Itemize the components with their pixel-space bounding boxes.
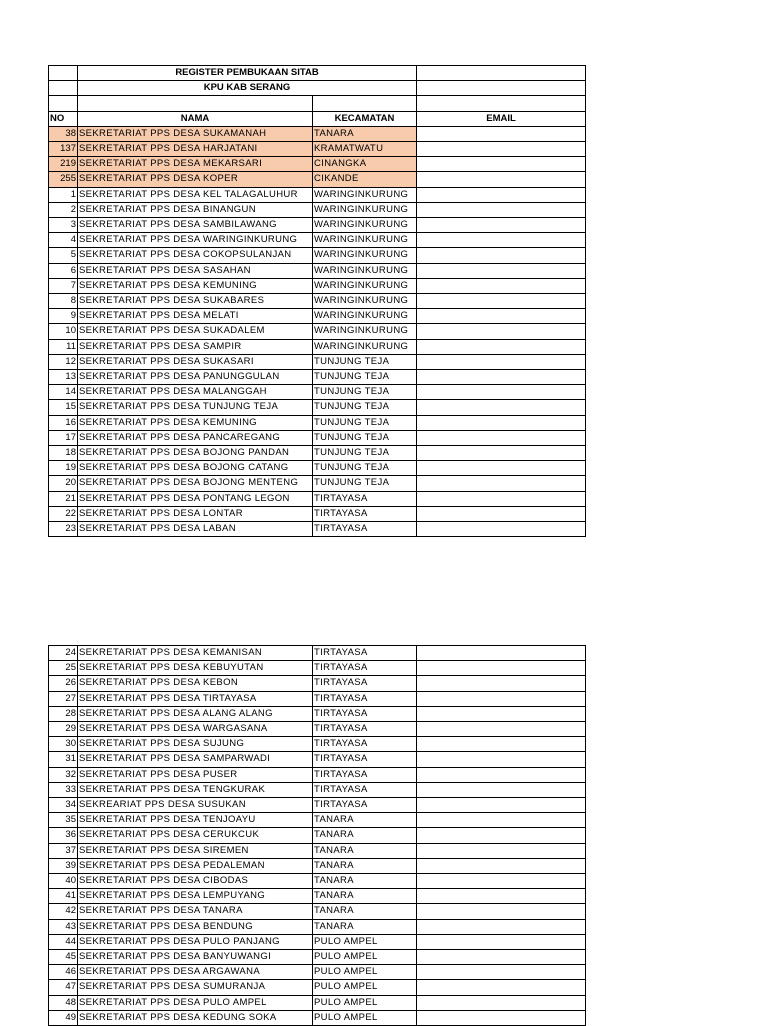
cell-kecamatan[interactable]: TIRTAYASA [313, 522, 417, 537]
table-row [49, 646, 586, 661]
cell-kecamatan[interactable]: TIRTAYASA [313, 722, 417, 737]
table-row [49, 737, 586, 752]
register-table-top-body [49, 66, 586, 537]
cell-no[interactable]: 24 [49, 646, 78, 661]
cell-email[interactable] [417, 218, 586, 233]
cell-email[interactable] [417, 813, 586, 828]
table-row [49, 980, 586, 995]
cell-no[interactable]: 30 [49, 737, 78, 752]
cell-nama[interactable]: SEKREARIAT PPS DESA SUSUKAN [78, 798, 313, 813]
cell-kecamatan[interactable]: CIKANDE [313, 172, 417, 187]
cell-no[interactable]: 11 [49, 339, 78, 354]
cell-email[interactable] [417, 126, 586, 141]
table-row [49, 157, 586, 172]
cell-email[interactable] [417, 661, 586, 676]
cell-email[interactable] [417, 950, 586, 965]
cell-nama[interactable]: SEKRETARIAT PPS DESA MALANGGAH [78, 385, 313, 400]
cell-nama[interactable]: SEKRETARIAT PPS DESA KOPER [78, 172, 313, 187]
cell-no[interactable]: 46 [49, 965, 78, 980]
cell-no[interactable]: 31 [49, 752, 78, 767]
register-table-bottom-body [49, 646, 586, 1026]
cell-nama[interactable]: SEKRETARIAT PPS DESA TUNJUNG TEJA [78, 400, 313, 415]
table-row [49, 385, 586, 400]
cell-kecamatan[interactable]: TIRTAYASA [313, 782, 417, 797]
cell-nama[interactable]: SEKRETARIAT PPS DESA BOJONG CATANG [78, 461, 313, 476]
cell-kecamatan[interactable]: TANARA [313, 828, 417, 843]
table-row [49, 752, 586, 767]
table-row [49, 461, 586, 476]
cell-email[interactable] [417, 187, 586, 202]
table-row [49, 798, 586, 813]
cell-kecamatan[interactable]: TIRTAYASA [313, 646, 417, 661]
table-row [49, 722, 586, 737]
cell-nama[interactable]: SEKRETARIAT PPS DESA LONTAR [78, 506, 313, 521]
cell-no[interactable]: 16 [49, 415, 78, 430]
table-row [49, 706, 586, 721]
cell-kecamatan[interactable]: PULO AMPEL [313, 980, 417, 995]
cell-nama[interactable]: SEKRETARIAT PPS DESA BENDUNG [78, 919, 313, 934]
cell-kecamatan[interactable]: TANARA [313, 858, 417, 873]
cell-kecamatan[interactable]: WARINGINKURUNG [313, 263, 417, 278]
cell-kecamatan[interactable]: WARINGINKURUNG [313, 309, 417, 324]
cell-email[interactable] [417, 446, 586, 461]
blank-cell[interactable] [49, 96, 78, 111]
cell-email[interactable] [417, 646, 586, 661]
cell-kecamatan[interactable]: TUNJUNG TEJA [313, 476, 417, 491]
cell-email[interactable] [417, 202, 586, 217]
table-row [49, 828, 586, 843]
header-kecamatan[interactable]: KECAMATAN [313, 111, 417, 126]
cell-no[interactable]: 12 [49, 354, 78, 369]
cell-nama[interactable]: SEKRETARIAT PPS DESA ARGAWANA [78, 965, 313, 980]
cell-email[interactable] [417, 385, 586, 400]
cell-kecamatan[interactable]: TANARA [313, 919, 417, 934]
cell-no[interactable]: 17 [49, 430, 78, 445]
cell-email[interactable] [417, 828, 586, 843]
cell-email[interactable] [417, 889, 586, 904]
cell-kecamatan[interactable]: TUNJUNG TEJA [313, 370, 417, 385]
cell-kecamatan[interactable]: TANARA [313, 843, 417, 858]
cell-kecamatan[interactable]: TANARA [313, 904, 417, 919]
cell-email[interactable] [417, 904, 586, 919]
cell-no[interactable]: 4 [49, 233, 78, 248]
cell-nama[interactable]: SEKRETARIAT PPS DESA BOJONG MENTENG [78, 476, 313, 491]
cell-email[interactable] [417, 430, 586, 445]
cell-email[interactable] [417, 706, 586, 721]
cell-kecamatan[interactable]: WARINGINKURUNG [313, 218, 417, 233]
cell-email[interactable] [417, 1010, 586, 1025]
cell-kecamatan[interactable]: PULO AMPEL [313, 1010, 417, 1025]
cell-nama[interactable]: SEKRETARIAT PPS DESA KEDUNG SOKA [78, 1010, 313, 1025]
cell-nama[interactable]: SEKRETARIAT PPS DESA KEBUYUTAN [78, 661, 313, 676]
cell-email[interactable] [417, 676, 586, 691]
cell-kecamatan[interactable]: TUNJUNG TEJA [313, 430, 417, 445]
table-row [49, 142, 586, 157]
cell-no[interactable]: 33 [49, 782, 78, 797]
cell-email[interactable] [417, 370, 586, 385]
cell-email[interactable] [417, 309, 586, 324]
table-row [49, 858, 586, 873]
cell-no[interactable]: 22 [49, 506, 78, 521]
table-row [49, 415, 586, 430]
table-row [49, 400, 586, 415]
cell-nama[interactable]: SEKRETARIAT PPS DESA SUMURANJA [78, 980, 313, 995]
cell-no[interactable]: 2 [49, 202, 78, 217]
cell-nama[interactable]: SEKRETARIAT PPS DESA ALANG ALANG [78, 706, 313, 721]
cell-email[interactable] [417, 874, 586, 889]
cell-email[interactable] [417, 142, 586, 157]
cell-nama[interactable]: SEKRETARIAT PPS DESA BANYUWANGI [78, 950, 313, 965]
table-row [49, 294, 586, 309]
cell-no[interactable]: 25 [49, 661, 78, 676]
cell-nama[interactable]: SEKRETARIAT PPS DESA PONTANG LEGON [78, 491, 313, 506]
cell-nama[interactable]: SEKRETARIAT PPS DESA PULO PANJANG [78, 934, 313, 949]
cell-email[interactable] [417, 782, 586, 797]
cell-nama[interactable]: SEKRETARIAT PPS DESA TENJOAYU [78, 813, 313, 828]
cell-nama[interactable]: SEKRETARIAT PPS DESA TENGKURAK [78, 782, 313, 797]
cell-no[interactable]: 19 [49, 461, 78, 476]
subtitle-email-cell[interactable] [417, 81, 586, 96]
cell-kecamatan[interactable]: TUNJUNG TEJA [313, 385, 417, 400]
table-row [49, 767, 586, 782]
cell-nama[interactable]: SEKRETARIAT PPS DESA PANCAREGANG [78, 430, 313, 445]
table-row [49, 1010, 586, 1025]
cell-kecamatan[interactable]: WARINGINKURUNG [313, 278, 417, 293]
header-row [49, 111, 586, 126]
cell-no[interactable]: 39 [49, 858, 78, 873]
cell-kecamatan[interactable]: TIRTAYASA [313, 798, 417, 813]
cell-email[interactable] [417, 263, 586, 278]
cell-nama[interactable]: SEKRETARIAT PPS DESA SAMPIR [78, 339, 313, 354]
cell-no[interactable]: 219 [49, 157, 78, 172]
cell-nama[interactable]: SEKRETARIAT PPS DESA LEMPUYANG [78, 889, 313, 904]
table-row [49, 782, 586, 797]
cell-no[interactable]: 8 [49, 294, 78, 309]
cell-email[interactable] [417, 233, 586, 248]
cell-no[interactable]: 15 [49, 400, 78, 415]
cell-kecamatan[interactable]: WARINGINKURUNG [313, 294, 417, 309]
cell-kecamatan[interactable]: PULO AMPEL [313, 965, 417, 980]
cell-nama[interactable]: SEKRETARIAT PPS DESA SUKAMANAH [78, 126, 313, 141]
blank-cell[interactable] [78, 96, 313, 111]
table-row [49, 491, 586, 506]
cell-no[interactable]: 38 [49, 126, 78, 141]
table-row [49, 965, 586, 980]
cell-nama[interactable]: SEKRETARIAT PPS DESA WARINGINKURUNG [78, 233, 313, 248]
cell-nama[interactable]: SEKRETARIAT PPS DESA SIREMEN [78, 843, 313, 858]
cell-email[interactable] [417, 491, 586, 506]
cell-email[interactable] [417, 294, 586, 309]
cell-email[interactable] [417, 278, 586, 293]
cell-email[interactable] [417, 400, 586, 415]
cell-nama[interactable]: SEKRETARIAT PPS DESA LABAN [78, 522, 313, 537]
cell-email[interactable] [417, 843, 586, 858]
cell-email[interactable] [417, 722, 586, 737]
cell-email[interactable] [417, 691, 586, 706]
cell-kecamatan[interactable]: WARINGINKURUNG [313, 187, 417, 202]
cell-kecamatan[interactable]: TIRTAYASA [313, 706, 417, 721]
title-line-1[interactable]: REGISTER PEMBUKAAN SITAB [78, 66, 417, 81]
cell-kecamatan[interactable]: TUNJUNG TEJA [313, 400, 417, 415]
cell-nama[interactable]: SEKRETARIAT PPS DESA KEL TALAGALUHUR [78, 187, 313, 202]
cell-email[interactable] [417, 965, 586, 980]
table-row [49, 934, 586, 949]
cell-no[interactable]: 43 [49, 919, 78, 934]
cell-no[interactable]: 23 [49, 522, 78, 537]
cell-kecamatan[interactable]: TANARA [313, 126, 417, 141]
cell-no[interactable]: 44 [49, 934, 78, 949]
cell-no[interactable]: 21 [49, 491, 78, 506]
table-row [49, 950, 586, 965]
cell-no[interactable]: 137 [49, 142, 78, 157]
cell-no[interactable]: 27 [49, 691, 78, 706]
table-row [49, 339, 586, 354]
cell-nama[interactable]: SEKRETARIAT PPS DESA SASAHAN [78, 263, 313, 278]
cell-email[interactable] [417, 752, 586, 767]
table-row [49, 661, 586, 676]
cell-no[interactable]: 42 [49, 904, 78, 919]
cell-nama[interactable]: SEKRETARIAT PPS DESA SUKASARI [78, 354, 313, 369]
cell-no[interactable]: 1 [49, 187, 78, 202]
subtitle-row [49, 81, 586, 96]
cell-nama[interactable]: SEKRETARIAT PPS DESA TIRTAYASA [78, 691, 313, 706]
cell-email[interactable] [417, 354, 586, 369]
table-row [49, 248, 586, 263]
cell-email[interactable] [417, 172, 586, 187]
table-row [49, 172, 586, 187]
cell-nama[interactable]: SEKRETARIAT PPS DESA SAMPARWADI [78, 752, 313, 767]
cell-nama[interactable]: SEKRETARIAT PPS DESA PEDALEMAN [78, 858, 313, 873]
cell-nama[interactable]: SEKRETARIAT PPS DESA KEMUNING [78, 278, 313, 293]
cell-nama[interactable]: SEKRETARIAT PPS DESA TANARA [78, 904, 313, 919]
cell-no[interactable]: 49 [49, 1010, 78, 1025]
cell-no[interactable]: 29 [49, 722, 78, 737]
cell-nama[interactable]: SEKRETARIAT PPS DESA PANUNGGULAN [78, 370, 313, 385]
cell-email[interactable] [417, 157, 586, 172]
cell-kecamatan[interactable]: TANARA [313, 874, 417, 889]
cell-no[interactable]: 41 [49, 889, 78, 904]
cell-no[interactable]: 37 [49, 843, 78, 858]
cell-no[interactable]: 6 [49, 263, 78, 278]
cell-nama[interactable]: SEKRETARIAT PPS DESA SUKABARES [78, 294, 313, 309]
cell-no[interactable]: 35 [49, 813, 78, 828]
cell-email[interactable] [417, 461, 586, 476]
table-row [49, 476, 586, 491]
cell-email[interactable] [417, 798, 586, 813]
cell-nama[interactable]: SEKRETARIAT PPS DESA PULO AMPEL [78, 995, 313, 1010]
cell-kecamatan[interactable]: TIRTAYASA [313, 752, 417, 767]
table-row [49, 904, 586, 919]
table-row [49, 278, 586, 293]
cell-kecamatan[interactable]: WARINGINKURUNG [313, 324, 417, 339]
cell-email[interactable] [417, 980, 586, 995]
cell-no[interactable]: 34 [49, 798, 78, 813]
cell-nama[interactable]: SEKRETARIAT PPS DESA KEMANISAN [78, 646, 313, 661]
table-row [49, 354, 586, 369]
cell-no[interactable]: 28 [49, 706, 78, 721]
title-email-cell[interactable] [417, 66, 586, 81]
cell-email[interactable] [417, 858, 586, 873]
cell-nama[interactable]: SEKRETARIAT PPS DESA CERUKCUK [78, 828, 313, 843]
cell-email[interactable] [417, 934, 586, 949]
subtitle-cell-empty[interactable] [49, 81, 78, 96]
cell-no[interactable]: 26 [49, 676, 78, 691]
cell-kecamatan[interactable]: TIRTAYASA [313, 691, 417, 706]
cell-kecamatan[interactable]: TIRTAYASA [313, 661, 417, 676]
cell-no[interactable]: 36 [49, 828, 78, 843]
cell-nama[interactable]: SEKRETARIAT PPS DESA PUSER [78, 767, 313, 782]
blank-cell[interactable] [313, 96, 417, 111]
cell-no[interactable]: 14 [49, 385, 78, 400]
cell-email[interactable] [417, 248, 586, 263]
table-row [49, 691, 586, 706]
cell-kecamatan[interactable]: WARINGINKURUNG [313, 339, 417, 354]
cell-kecamatan[interactable]: KRAMATWATU [313, 142, 417, 157]
cell-kecamatan[interactable]: TIRTAYASA [313, 676, 417, 691]
cell-nama[interactable]: SEKRETARIAT PPS DESA COKOPSULANJAN [78, 248, 313, 263]
table-row [49, 370, 586, 385]
cell-email[interactable] [417, 737, 586, 752]
cell-kecamatan[interactable]: TIRTAYASA [313, 767, 417, 782]
cell-nama[interactable]: SEKRETARIAT PPS DESA CIBODAS [78, 874, 313, 889]
cell-email[interactable] [417, 339, 586, 354]
table-row [49, 187, 586, 202]
cell-kecamatan[interactable]: TIRTAYASA [313, 491, 417, 506]
register-table-top [48, 65, 586, 537]
cell-kecamatan[interactable]: TANARA [313, 813, 417, 828]
register-table-bottom [48, 645, 586, 1026]
table-row [49, 813, 586, 828]
cell-nama[interactable]: SEKRETARIAT PPS DESA HARJATANI [78, 142, 313, 157]
cell-nama[interactable]: SEKRETARIAT PPS DESA WARGASANA [78, 722, 313, 737]
table-row [49, 430, 586, 445]
table-row [49, 218, 586, 233]
cell-no[interactable]: 7 [49, 278, 78, 293]
cell-kecamatan[interactable]: WARINGINKURUNG [313, 248, 417, 263]
cell-nama[interactable]: SEKRETARIAT PPS DESA MELATI [78, 309, 313, 324]
cell-kecamatan[interactable]: TIRTAYASA [313, 506, 417, 521]
table-row [49, 919, 586, 934]
cell-no[interactable]: 3 [49, 218, 78, 233]
table-row [49, 843, 586, 858]
cell-nama[interactable]: SEKRETARIAT PPS DESA SAMBILAWANG [78, 218, 313, 233]
cell-email[interactable] [417, 767, 586, 782]
cell-no[interactable]: 32 [49, 767, 78, 782]
cell-email[interactable] [417, 506, 586, 521]
cell-kecamatan[interactable]: CINANGKA [313, 157, 417, 172]
cell-kecamatan[interactable]: TUNJUNG TEJA [313, 446, 417, 461]
cell-email[interactable] [417, 324, 586, 339]
cell-kecamatan[interactable]: WARINGINKURUNG [313, 202, 417, 217]
cell-email[interactable] [417, 995, 586, 1010]
cell-email[interactable] [417, 476, 586, 491]
title-cell-empty[interactable] [49, 66, 78, 81]
header-no[interactable]: NO [49, 111, 78, 126]
cell-no[interactable]: 45 [49, 950, 78, 965]
blank-row [49, 96, 586, 111]
cell-no[interactable]: 13 [49, 370, 78, 385]
title-line-2[interactable]: KPU KAB SERANG [78, 81, 417, 96]
table-row [49, 309, 586, 324]
cell-no[interactable]: 5 [49, 248, 78, 263]
title-row [49, 66, 586, 81]
cell-no[interactable]: 10 [49, 324, 78, 339]
table-row [49, 676, 586, 691]
table-row [49, 324, 586, 339]
cell-no[interactable]: 40 [49, 874, 78, 889]
table-row [49, 126, 586, 141]
cell-no[interactable]: 48 [49, 995, 78, 1010]
table-row [49, 202, 586, 217]
cell-nama[interactable]: SEKRETARIAT PPS DESA KEBON [78, 676, 313, 691]
cell-no[interactable]: 18 [49, 446, 78, 461]
cell-no[interactable]: 47 [49, 980, 78, 995]
cell-kecamatan[interactable]: TUNJUNG TEJA [313, 415, 417, 430]
cell-nama[interactable]: SEKRETARIAT PPS DESA BINANGUN [78, 202, 313, 217]
cell-kecamatan[interactable]: PULO AMPEL [313, 995, 417, 1010]
cell-kecamatan[interactable]: PULO AMPEL [313, 950, 417, 965]
table-row [49, 874, 586, 889]
blank-cell[interactable] [417, 96, 586, 111]
header-nama[interactable]: NAMA [78, 111, 313, 126]
cell-no[interactable]: 20 [49, 476, 78, 491]
cell-email[interactable] [417, 415, 586, 430]
cell-kecamatan[interactable]: TUNJUNG TEJA [313, 354, 417, 369]
table-row [49, 995, 586, 1010]
cell-kecamatan[interactable]: PULO AMPEL [313, 934, 417, 949]
cell-email[interactable] [417, 919, 586, 934]
header-email[interactable]: EMAIL [417, 111, 586, 126]
cell-kecamatan[interactable]: TANARA [313, 889, 417, 904]
cell-nama[interactable]: SEKRETARIAT PPS DESA BOJONG PANDAN [78, 446, 313, 461]
table-row [49, 263, 586, 278]
table-row [49, 233, 586, 248]
cell-kecamatan[interactable]: WARINGINKURUNG [313, 233, 417, 248]
cell-email[interactable] [417, 522, 586, 537]
cell-nama[interactable]: SEKRETARIAT PPS DESA SUJUNG [78, 737, 313, 752]
table-row [49, 889, 586, 904]
cell-no[interactable]: 255 [49, 172, 78, 187]
cell-kecamatan[interactable]: TUNJUNG TEJA [313, 461, 417, 476]
cell-nama[interactable]: SEKRETARIAT PPS DESA SUKADALEM [78, 324, 313, 339]
table-row [49, 446, 586, 461]
cell-nama[interactable]: SEKRETARIAT PPS DESA KEMUNING [78, 415, 313, 430]
table-row [49, 522, 586, 537]
table-row [49, 506, 586, 521]
cell-kecamatan[interactable]: TIRTAYASA [313, 737, 417, 752]
cell-no[interactable]: 9 [49, 309, 78, 324]
cell-nama[interactable]: SEKRETARIAT PPS DESA MEKARSARI [78, 157, 313, 172]
